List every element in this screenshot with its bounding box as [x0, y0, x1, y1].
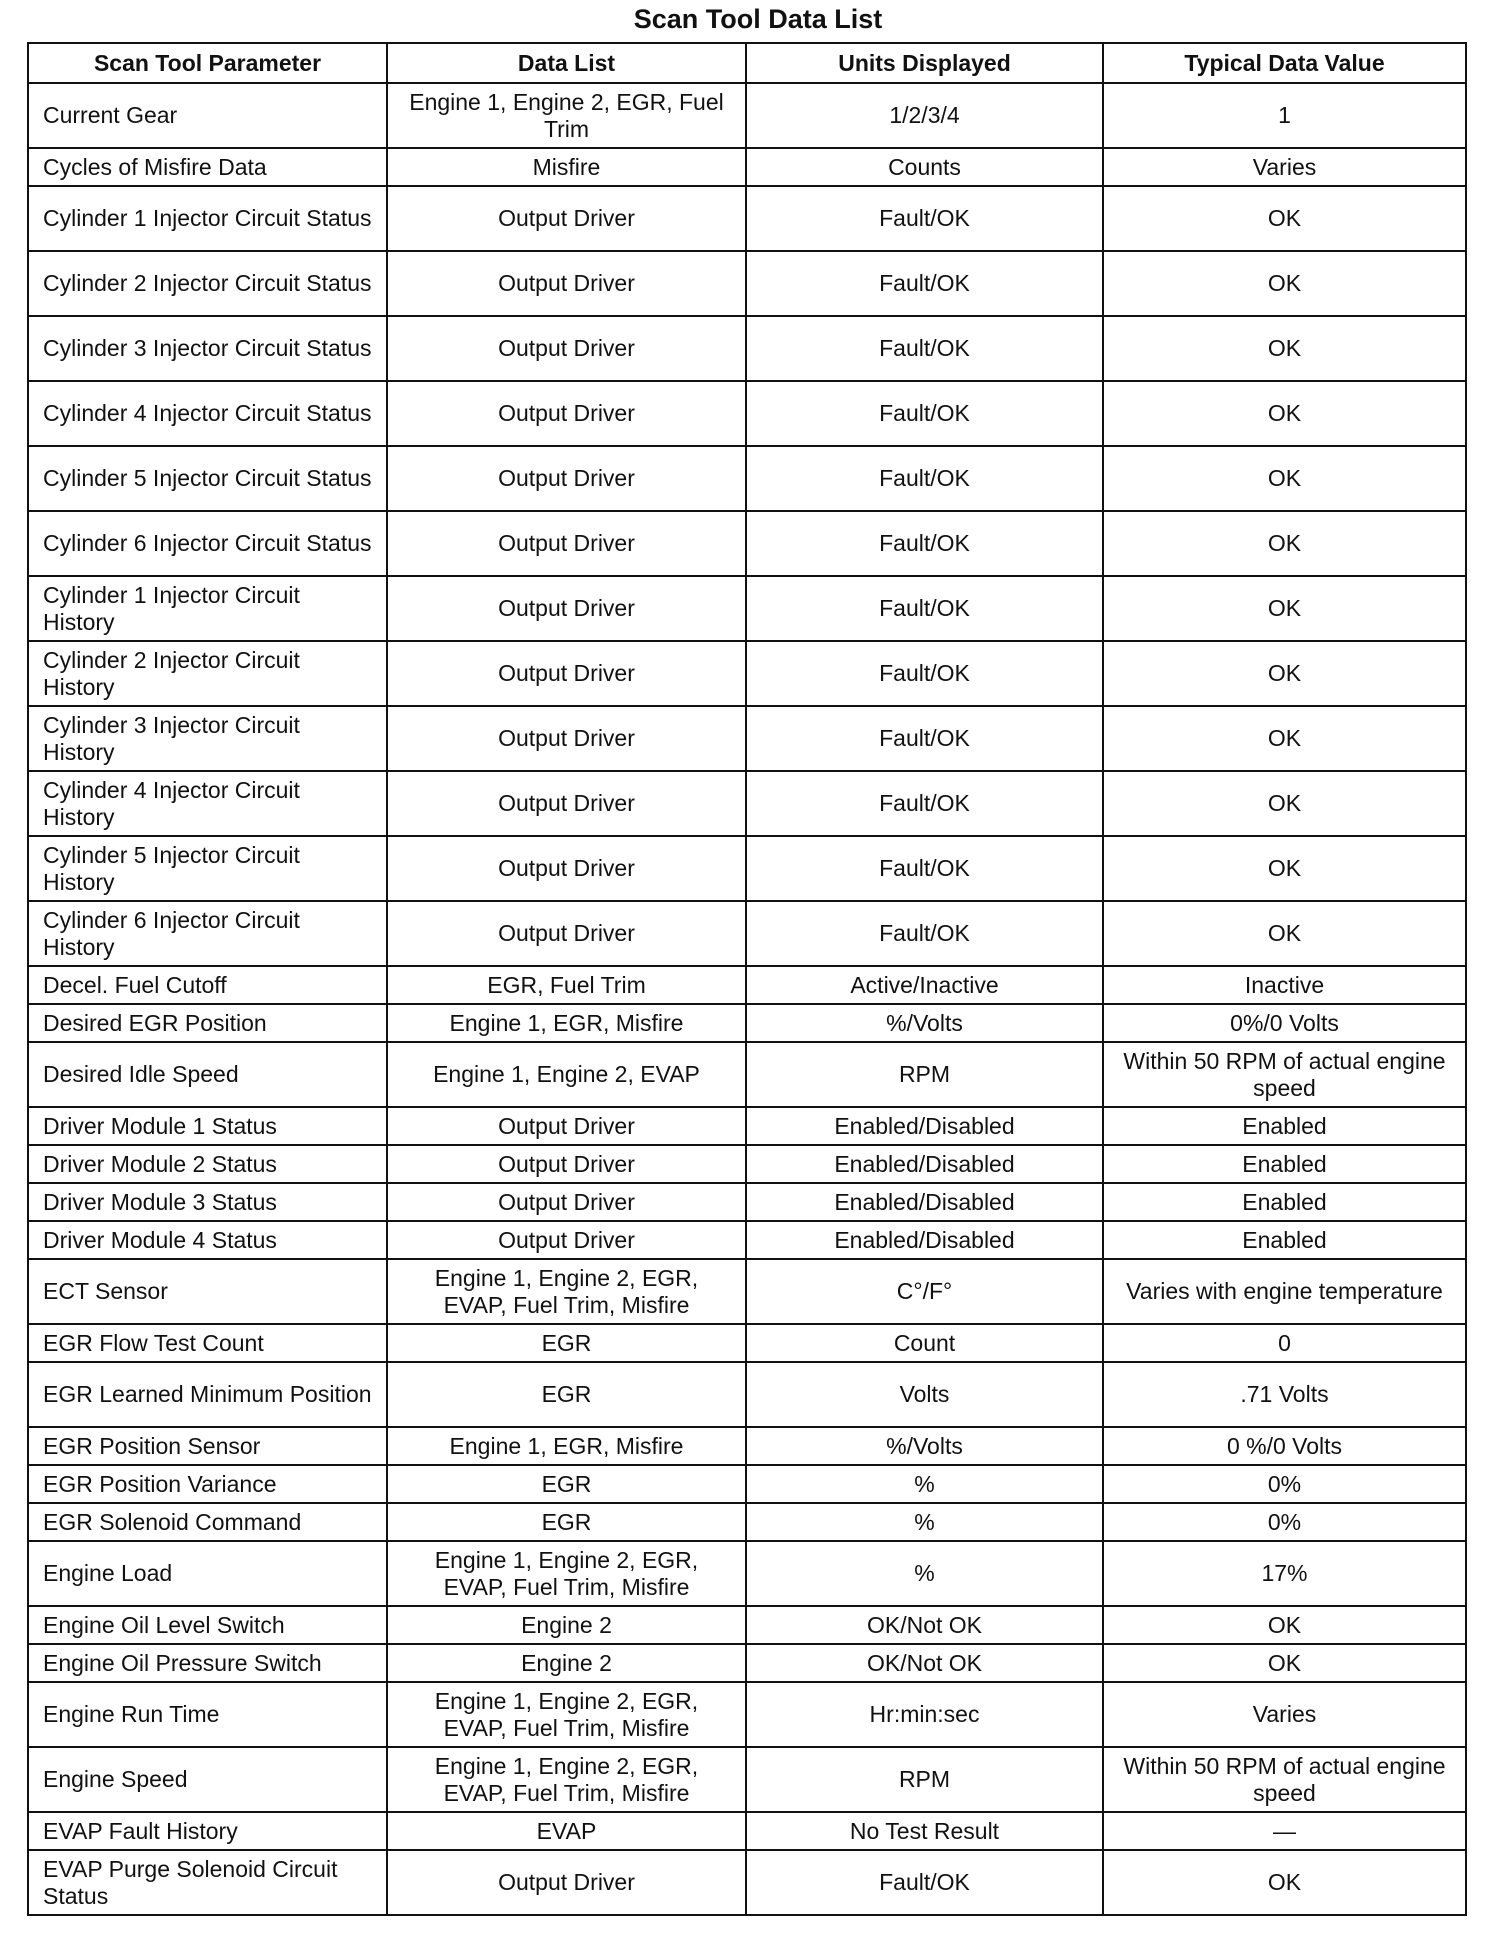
cell-typical-value: OK	[1103, 1606, 1466, 1644]
cell-typical-value: OK	[1103, 251, 1466, 316]
cell-parameter: Cylinder 5 Injector Circuit History	[28, 836, 387, 901]
cell-data-list: Output Driver	[387, 1850, 746, 1915]
table-row	[28, 1042, 1466, 1107]
cell-data-list: Output Driver	[387, 381, 746, 446]
cell-parameter: Engine Oil Level Switch	[28, 1606, 387, 1644]
table-row	[28, 511, 1466, 576]
cell-units: Enabled/Disabled	[746, 1107, 1103, 1145]
cell-data-list: Output Driver	[387, 186, 746, 251]
table-row	[28, 381, 1466, 446]
cell-data-list: Engine 2	[387, 1644, 746, 1682]
cell-data-list: Engine 1, Engine 2, EGR, EVAP, Fuel Trim, Misfire	[387, 1682, 746, 1747]
cell-units: OK/Not OK	[746, 1644, 1103, 1682]
cell-data-list: EGR	[387, 1465, 746, 1503]
table-row	[28, 641, 1466, 706]
cell-units: Fault/OK	[746, 511, 1103, 576]
cell-typical-value: OK	[1103, 381, 1466, 446]
cell-data-list: Engine 1, Engine 2, EGR, Fuel Trim	[387, 83, 746, 148]
cell-data-list: Engine 1, Engine 2, EVAP	[387, 1042, 746, 1107]
cell-typical-value: OK	[1103, 706, 1466, 771]
cell-data-list: Engine 1, Engine 2, EGR, EVAP, Fuel Trim, Misfire	[387, 1747, 746, 1812]
cell-typical-value: Within 50 RPM of actual engine speed	[1103, 1042, 1466, 1107]
cell-typical-value: Enabled	[1103, 1145, 1466, 1183]
table-row	[28, 1183, 1466, 1221]
table-row	[28, 1362, 1466, 1427]
cell-parameter: EGR Position Variance	[28, 1465, 387, 1503]
cell-typical-value: OK	[1103, 446, 1466, 511]
cell-data-list: Output Driver	[387, 251, 746, 316]
cell-typical-value: 0%	[1103, 1465, 1466, 1503]
table-row	[28, 1107, 1466, 1145]
cell-parameter: Cycles of Misfire Data	[28, 148, 387, 186]
cell-typical-value: Enabled	[1103, 1107, 1466, 1145]
table-row	[28, 251, 1466, 316]
cell-parameter: EVAP Fault History	[28, 1812, 387, 1850]
cell-typical-value: —	[1103, 1812, 1466, 1850]
cell-units: Fault/OK	[746, 446, 1103, 511]
page-title: Scan Tool Data List	[633, 4, 883, 34]
cell-parameter: Cylinder 6 Injector Circuit Status	[28, 511, 387, 576]
table-row	[28, 1221, 1466, 1259]
scan-tool-data-table	[27, 42, 1467, 1916]
cell-data-list: Engine 2	[387, 1606, 746, 1644]
cell-data-list: Output Driver	[387, 1221, 746, 1259]
cell-parameter: Current Gear	[28, 83, 387, 148]
cell-data-list: Output Driver	[387, 316, 746, 381]
cell-typical-value: 0 %/0 Volts	[1103, 1427, 1466, 1465]
cell-units: RPM	[746, 1042, 1103, 1107]
cell-typical-value: Enabled	[1103, 1221, 1466, 1259]
cell-parameter: Cylinder 3 Injector Circuit History	[28, 706, 387, 771]
cell-units: Fault/OK	[746, 1850, 1103, 1915]
cell-data-list: EGR, Fuel Trim	[387, 966, 746, 1004]
table-header-row	[28, 43, 1466, 83]
cell-parameter: Driver Module 3 Status	[28, 1183, 387, 1221]
cell-data-list: Engine 1, EGR, Misfire	[387, 1004, 746, 1042]
cell-units: Counts	[746, 148, 1103, 186]
cell-units: %	[746, 1503, 1103, 1541]
cell-typical-value: Enabled	[1103, 1183, 1466, 1221]
cell-parameter: Desired EGR Position	[28, 1004, 387, 1042]
table-row	[28, 446, 1466, 511]
cell-data-list: EGR	[387, 1324, 746, 1362]
cell-data-list: Output Driver	[387, 511, 746, 576]
cell-parameter: Driver Module 1 Status	[28, 1107, 387, 1145]
cell-parameter: Driver Module 2 Status	[28, 1145, 387, 1183]
cell-parameter: Cylinder 4 Injector Circuit Status	[28, 381, 387, 446]
header-data-list: Data List	[387, 43, 746, 83]
cell-units: Fault/OK	[746, 836, 1103, 901]
cell-data-list: Output Driver	[387, 446, 746, 511]
cell-data-list: Output Driver	[387, 1145, 746, 1183]
table-row	[28, 1145, 1466, 1183]
cell-parameter: Desired Idle Speed	[28, 1042, 387, 1107]
table-row	[28, 316, 1466, 381]
cell-typical-value: OK	[1103, 186, 1466, 251]
table-row	[28, 1541, 1466, 1606]
cell-units: Enabled/Disabled	[746, 1183, 1103, 1221]
table-row	[28, 771, 1466, 836]
cell-typical-value: 17%	[1103, 1541, 1466, 1606]
table-row	[28, 901, 1466, 966]
cell-units: RPM	[746, 1747, 1103, 1812]
cell-data-list: Engine 1, Engine 2, EGR, EVAP, Fuel Trim, Misfire	[387, 1259, 746, 1324]
cell-typical-value: OK	[1103, 576, 1466, 641]
cell-parameter: Cylinder 1 Injector Circuit History	[28, 576, 387, 641]
cell-data-list: Output Driver	[387, 1183, 746, 1221]
cell-typical-value: OK	[1103, 316, 1466, 381]
table-row	[28, 836, 1466, 901]
cell-data-list: EVAP	[387, 1812, 746, 1850]
cell-data-list: Output Driver	[387, 1107, 746, 1145]
cell-typical-value: OK	[1103, 771, 1466, 836]
cell-units: Enabled/Disabled	[746, 1145, 1103, 1183]
table-row	[28, 1427, 1466, 1465]
cell-typical-value: OK	[1103, 1644, 1466, 1682]
cell-units: 1/2/3/4	[746, 83, 1103, 148]
table-row	[28, 1503, 1466, 1541]
cell-typical-value: Within 50 RPM of actual engine speed	[1103, 1747, 1466, 1812]
header-units: Units Displayed	[746, 43, 1103, 83]
cell-parameter: Engine Speed	[28, 1747, 387, 1812]
cell-typical-value: 1	[1103, 83, 1466, 148]
cell-units: %/Volts	[746, 1427, 1103, 1465]
cell-typical-value: Varies	[1103, 1682, 1466, 1747]
cell-typical-value: 0%/0 Volts	[1103, 1004, 1466, 1042]
cell-parameter: EGR Flow Test Count	[28, 1324, 387, 1362]
cell-parameter: Engine Run Time	[28, 1682, 387, 1747]
cell-parameter: ECT Sensor	[28, 1259, 387, 1324]
cell-data-list: EGR	[387, 1503, 746, 1541]
cell-parameter: Cylinder 1 Injector Circuit Status	[28, 186, 387, 251]
table-row	[28, 148, 1466, 186]
table-row	[28, 1324, 1466, 1362]
cell-units: Fault/OK	[746, 316, 1103, 381]
table-row	[28, 1606, 1466, 1644]
cell-units: Fault/OK	[746, 251, 1103, 316]
cell-units: %	[746, 1541, 1103, 1606]
cell-units: Active/Inactive	[746, 966, 1103, 1004]
table-row	[28, 1259, 1466, 1324]
cell-typical-value: .71 Volts	[1103, 1362, 1466, 1427]
cell-parameter: Engine Oil Pressure Switch	[28, 1644, 387, 1682]
cell-units: No Test Result	[746, 1812, 1103, 1850]
cell-parameter: Cylinder 6 Injector Circuit History	[28, 901, 387, 966]
cell-typical-value: OK	[1103, 836, 1466, 901]
table-row	[28, 1465, 1466, 1503]
cell-parameter: Decel. Fuel Cutoff	[28, 966, 387, 1004]
cell-parameter: Cylinder 3 Injector Circuit Status	[28, 316, 387, 381]
cell-parameter: Driver Module 4 Status	[28, 1221, 387, 1259]
table-row	[28, 1682, 1466, 1747]
cell-data-list: Output Driver	[387, 706, 746, 771]
cell-units: Fault/OK	[746, 641, 1103, 706]
table-row	[28, 83, 1466, 148]
cell-units: %/Volts	[746, 1004, 1103, 1042]
cell-units: OK/Not OK	[746, 1606, 1103, 1644]
cell-parameter: EVAP Purge Solenoid Circuit Status	[28, 1850, 387, 1915]
cell-parameter: Engine Load	[28, 1541, 387, 1606]
cell-units: Fault/OK	[746, 186, 1103, 251]
cell-units: C°/F°	[746, 1259, 1103, 1324]
cell-typical-value: OK	[1103, 1850, 1466, 1915]
cell-parameter: Cylinder 2 Injector Circuit History	[28, 641, 387, 706]
table-row	[28, 706, 1466, 771]
cell-parameter: EGR Position Sensor	[28, 1427, 387, 1465]
cell-parameter: EGR Learned Minimum Position	[28, 1362, 387, 1427]
cell-typical-value: 0	[1103, 1324, 1466, 1362]
cell-data-list: Output Driver	[387, 641, 746, 706]
cell-typical-value: OK	[1103, 641, 1466, 706]
cell-parameter: Cylinder 2 Injector Circuit Status	[28, 251, 387, 316]
header-typical-value: Typical Data Value	[1103, 43, 1466, 83]
cell-units: Fault/OK	[746, 576, 1103, 641]
cell-parameter: Cylinder 5 Injector Circuit Status	[28, 446, 387, 511]
table-row	[28, 1850, 1466, 1915]
table-row	[28, 576, 1466, 641]
cell-units: Count	[746, 1324, 1103, 1362]
table-row	[28, 1747, 1466, 1812]
cell-units: Fault/OK	[746, 901, 1103, 966]
table-row	[28, 966, 1466, 1004]
cell-data-list: Output Driver	[387, 901, 746, 966]
table-row	[28, 1004, 1466, 1042]
cell-typical-value: OK	[1103, 511, 1466, 576]
cell-data-list: Output Driver	[387, 836, 746, 901]
cell-units: %	[746, 1465, 1103, 1503]
cell-data-list: Output Driver	[387, 576, 746, 641]
cell-units: Volts	[746, 1362, 1103, 1427]
cell-units: Fault/OK	[746, 381, 1103, 446]
table-row	[28, 1644, 1466, 1682]
cell-typical-value: Varies with engine temperature	[1103, 1259, 1466, 1324]
cell-data-list: Output Driver	[387, 771, 746, 836]
cell-typical-value: Varies	[1103, 148, 1466, 186]
cell-data-list: Engine 1, Engine 2, EGR, EVAP, Fuel Trim, Misfire	[387, 1541, 746, 1606]
cell-data-list: EGR	[387, 1362, 746, 1427]
cell-data-list: Engine 1, EGR, Misfire	[387, 1427, 746, 1465]
cell-typical-value: OK	[1103, 901, 1466, 966]
cell-typical-value: Inactive	[1103, 966, 1466, 1004]
cell-data-list: Misfire	[387, 148, 746, 186]
cell-units: Enabled/Disabled	[746, 1221, 1103, 1259]
table-row	[28, 1812, 1466, 1850]
cell-parameter: Cylinder 4 Injector Circuit History	[28, 771, 387, 836]
cell-parameter: EGR Solenoid Command	[28, 1503, 387, 1541]
table-row	[28, 186, 1466, 251]
cell-units: Fault/OK	[746, 771, 1103, 836]
header-parameter: Scan Tool Parameter	[28, 43, 387, 83]
cell-units: Fault/OK	[746, 706, 1103, 771]
cell-typical-value: 0%	[1103, 1503, 1466, 1541]
cell-units: Hr:min:sec	[746, 1682, 1103, 1747]
